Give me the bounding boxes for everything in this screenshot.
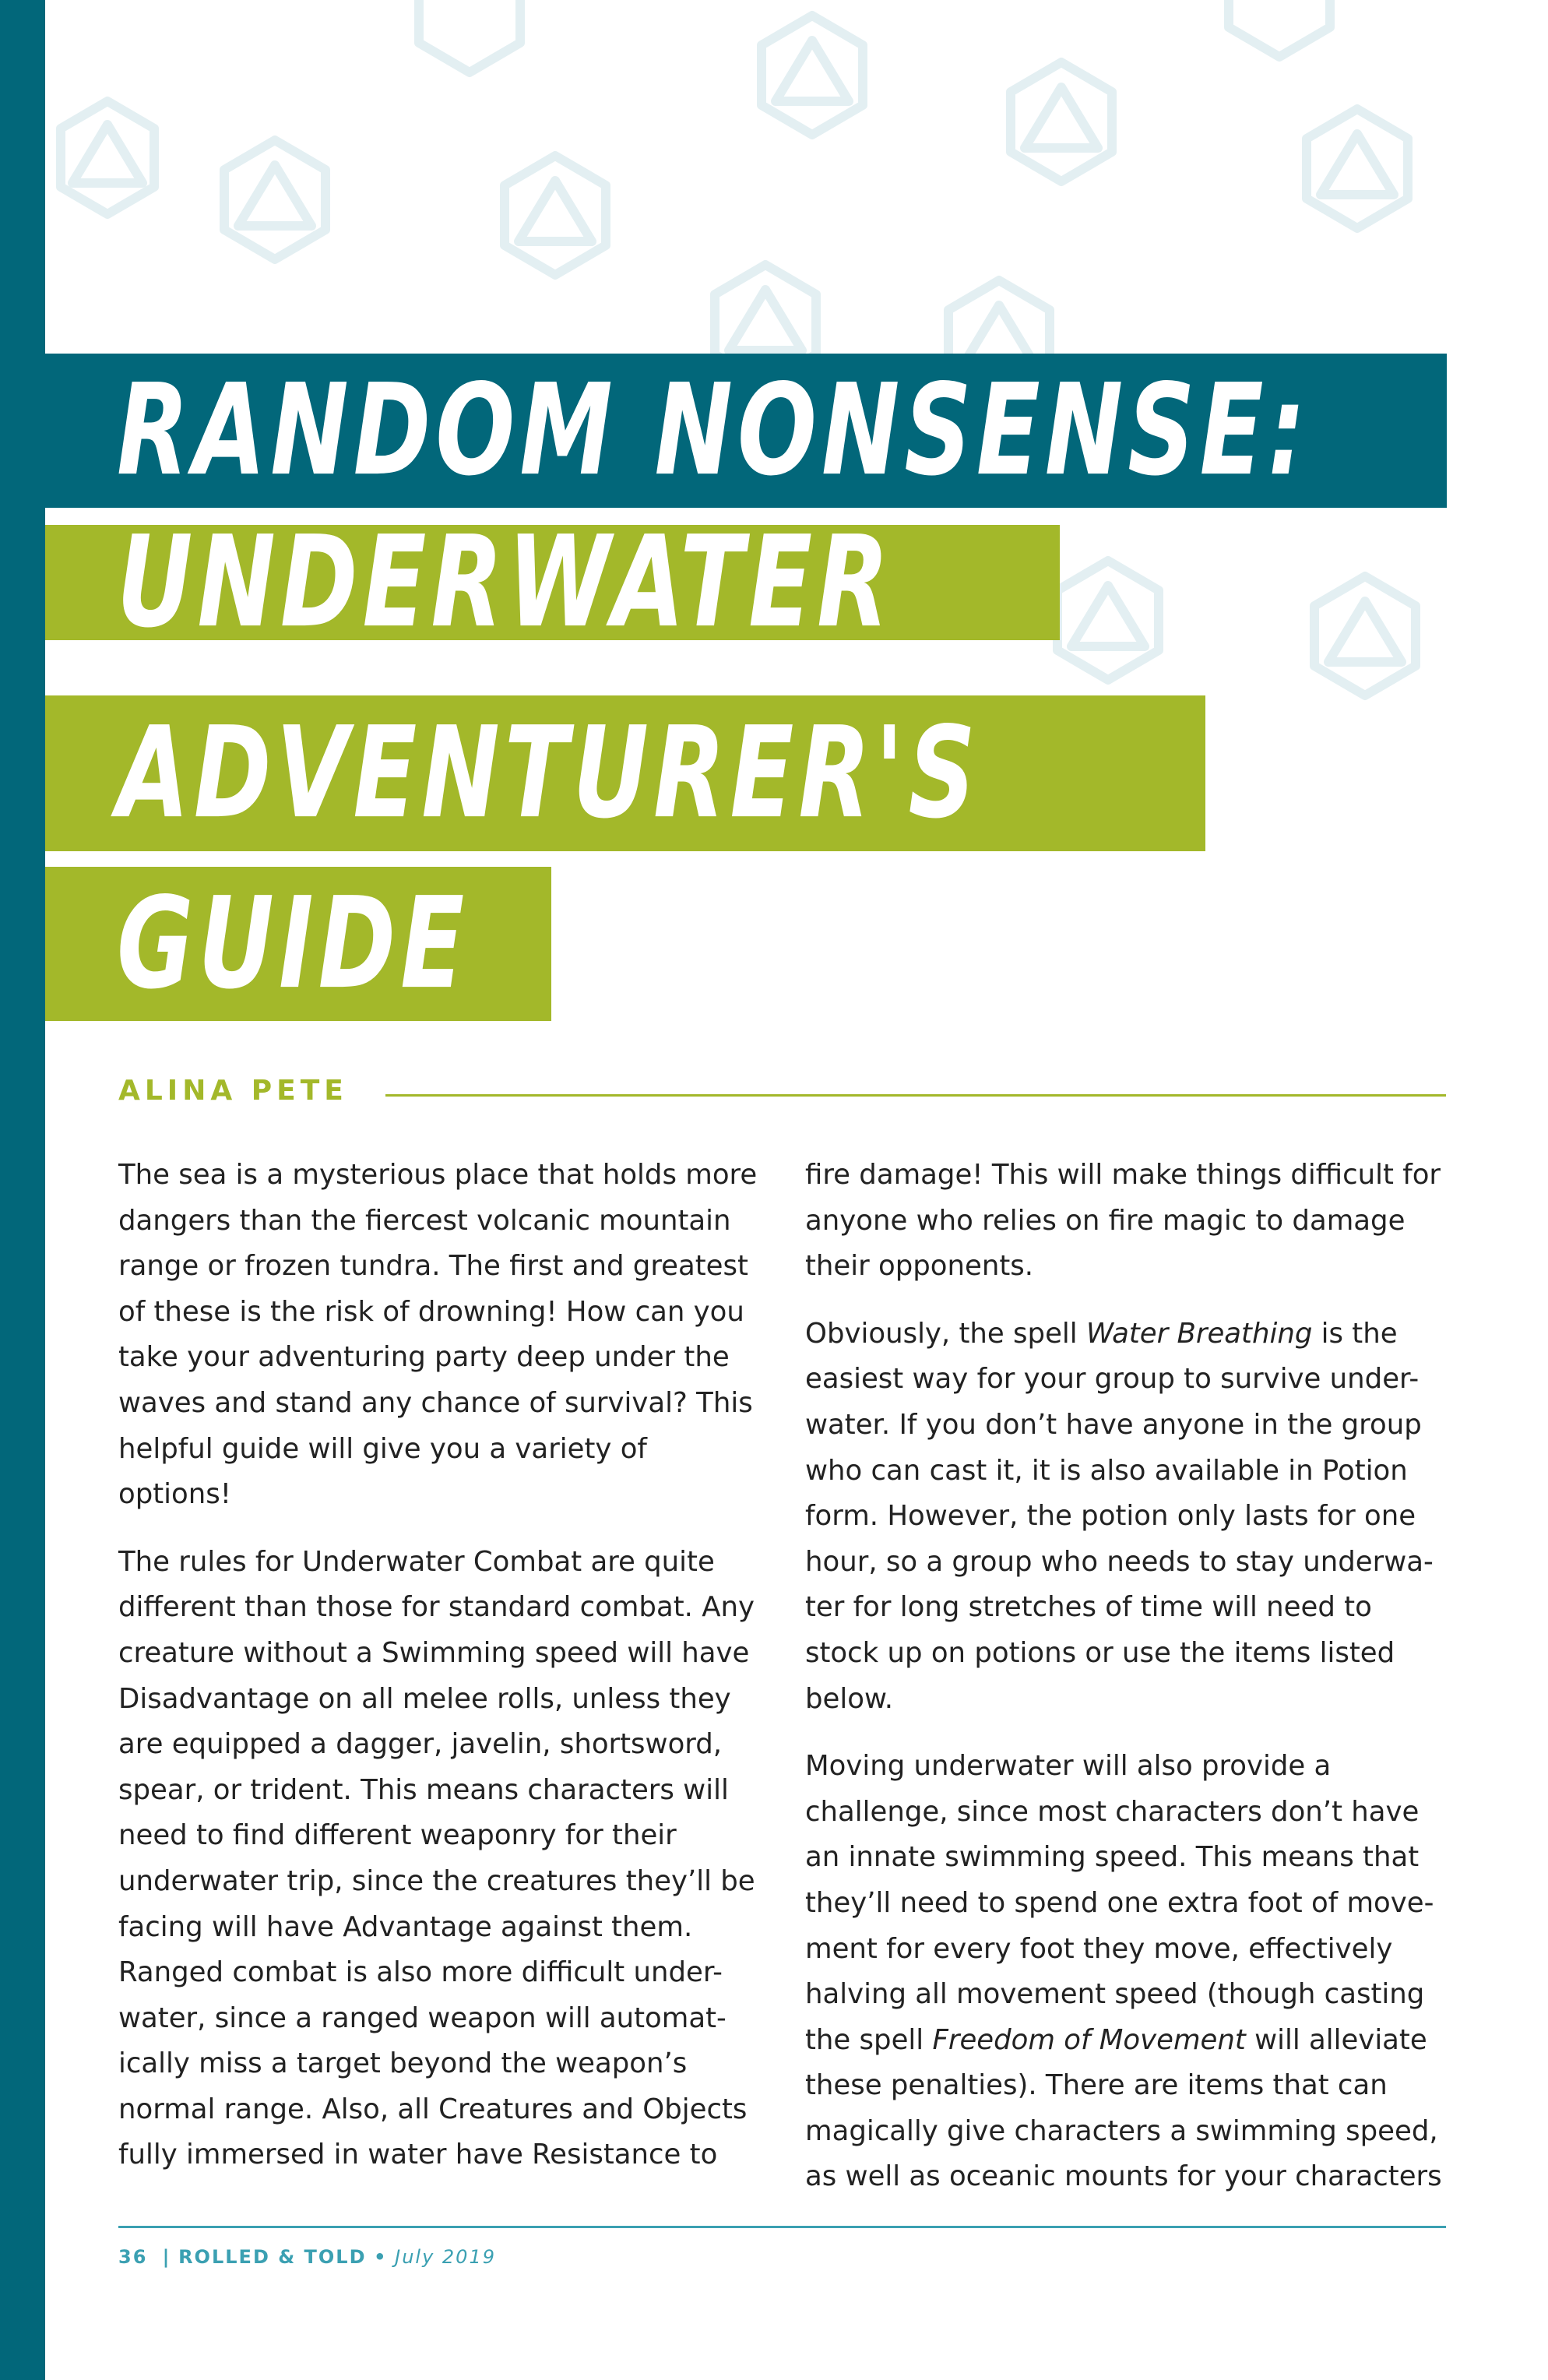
text: is the easiest way for your group to survive under-water. If you don’t have anyone in the group who can cast it, it is also available in Potion form. However, the potion only lasts for one hour, so a group who needs to stay underwa-ter for long stretches of time will need to stock up on potions or use the items listed below. <box>805 1317 1434 1715</box>
author-divider <box>385 1094 1446 1097</box>
spell-name: Water Breathing <box>1085 1317 1313 1350</box>
paragraph <box>805 1311 1451 1722</box>
paragraph: The rules for Underwater Combat are quite different than those for standard combat. Any creature without a Swimming speed will have Disadvantage on all melee rolls, unless they are equipped a dagger, javelin, shortsword, spear, or trident. This means characters will need to find different weaponry for their underwater trip, since the creatures they’ll be facing will have Advantage against them. Ranged combat is also more difficult under-water, since a ranged weapon will automat-ically miss a target beyond the weapon’s normal range. Also, all Creatures and Objects fully immersed in water have Resistance to <box>118 1545 755 2171</box>
issue-date: July 2019 <box>395 2246 496 2268</box>
footer-divider <box>118 2226 1446 2228</box>
title-band-4 <box>45 867 551 1021</box>
footer-separator: | <box>162 2246 171 2268</box>
sidebar-stripe <box>0 0 45 2380</box>
title-band-1 <box>45 354 1447 508</box>
d20-icon <box>61 101 154 214</box>
d20-icon <box>419 0 520 72</box>
body-column-right <box>805 1153 1451 2222</box>
author-name: ALINA PETE <box>118 1075 348 1107</box>
title-band-2 <box>45 509 1060 656</box>
d20-icon <box>1314 576 1416 695</box>
d20-icon <box>1307 109 1408 228</box>
d20-icon <box>224 140 325 259</box>
d20-icon <box>1229 0 1330 57</box>
title-line-2: UNDERWATER <box>117 509 894 656</box>
text: will alleviate these penalties). There are items that can magically give characters a swimming speed, as well as oceanic mounts for your characters <box>805 2023 1442 2193</box>
paragraph: fire damage! This will make things difficult for anyone who relies on fire magic to damage their opponents. <box>805 1159 1441 1283</box>
text: Moving underwater will also provide a challenge, since most characters don’t have an innate swimming speed. This means that they’ll need to spend one extra foot of move-ment for every foot they move, effectively halving all movement speed (though casting the spell <box>805 1750 1434 2056</box>
footer-bullet: • <box>374 2246 388 2268</box>
title-line-4: GUIDE <box>117 871 470 1017</box>
d20-icon <box>1057 561 1159 680</box>
d20-icon <box>762 16 863 135</box>
title-line-3: ADVENTURER'S <box>117 700 980 847</box>
paragraph <box>805 1744 1451 2200</box>
body-column-left <box>118 1153 765 2200</box>
text: Obviously, the spell <box>805 1317 1086 1350</box>
d20-icon <box>1011 62 1112 181</box>
footer <box>118 2246 496 2268</box>
spell-name: Freedom of Movement <box>932 2023 1246 2056</box>
page-number: 36 <box>118 2246 148 2268</box>
d20-icon <box>505 156 606 275</box>
title-line-1: RANDOM NONSENSE: <box>117 357 1311 504</box>
magazine-name: ROLLED & TOLD <box>178 2246 367 2268</box>
title-band-3 <box>45 695 1205 851</box>
paragraph: The sea is a mysterious place that holds more dangers than the fiercest volcanic mountain range or frozen tundra. The first and greatest of these is the risk of drowning! How can you take your adventuring party deep under the waves and stand any chance of survival? This helpful guide will give you a variety of options! <box>118 1159 758 1511</box>
